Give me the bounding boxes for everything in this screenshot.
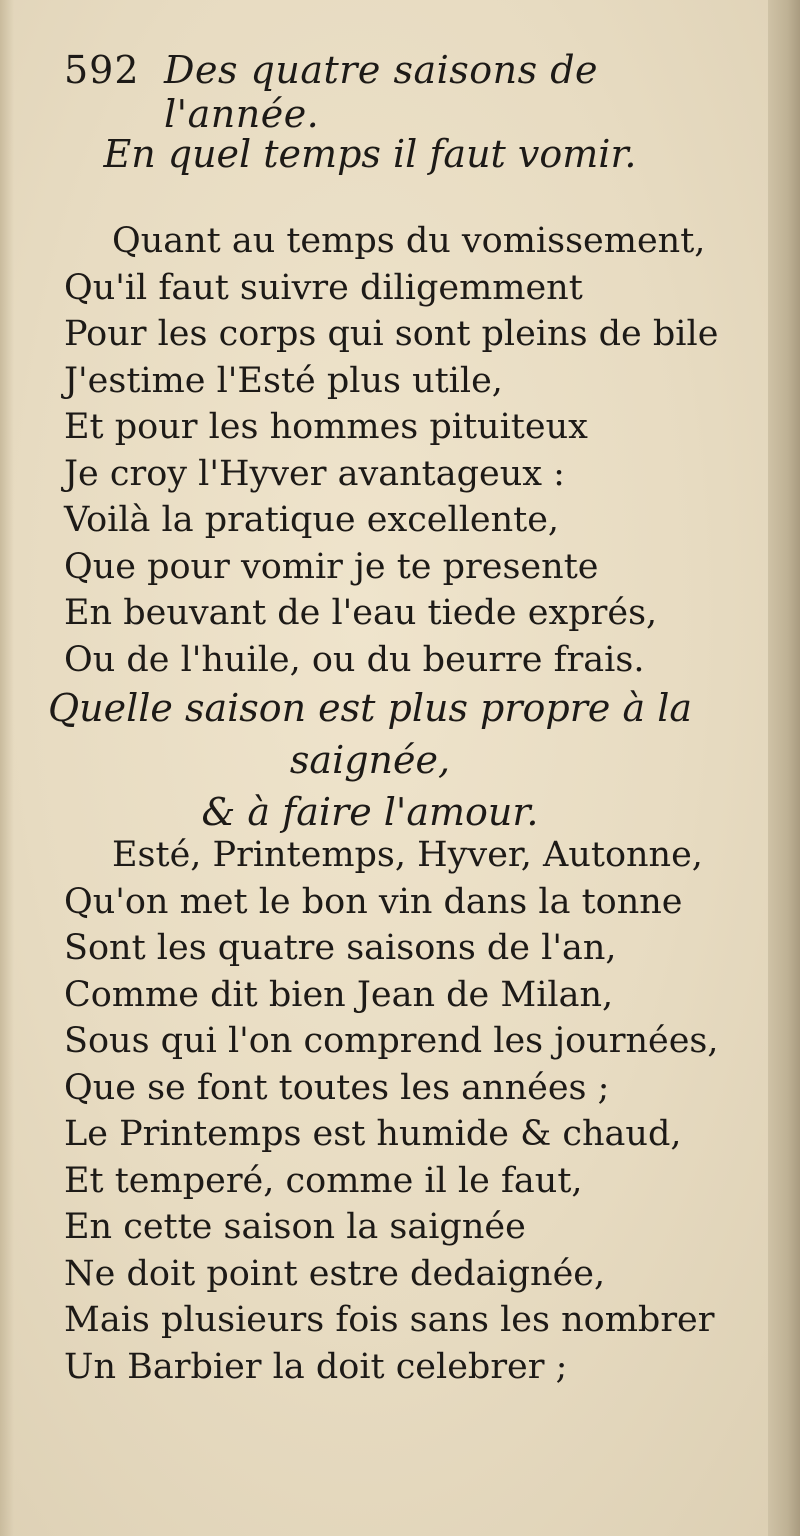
verse-line: Sont les quatre saisons de l'an, xyxy=(64,928,617,968)
running-title: Des quatre saisons de l'année. xyxy=(164,48,599,136)
verse-line: Je croy l'Hyver avantageux : xyxy=(64,453,565,494)
verse-line: Un Barbier la doit celebrer ; xyxy=(64,1346,568,1387)
verse-line: Voilà la pratique excellente, xyxy=(64,500,560,540)
verse-block-vomir xyxy=(64,218,744,683)
section-heading-line-1: Quelle saison est plus propre à la saignée, xyxy=(47,686,693,782)
verse-line: Ne doit point estre dedaignée, xyxy=(64,1253,606,1294)
verse-line: Esté, Printemps, Hyver, Autonne, xyxy=(112,835,703,875)
verse-line: Ou de l'huile, ou du beurre frais. xyxy=(64,639,645,680)
verse-line: Et temperé, comme il le faut, xyxy=(64,1160,583,1201)
section-heading-vomir: En quel temps il faut vomir. xyxy=(103,132,637,176)
verse-line: Que pour vomir je te presente xyxy=(64,546,599,587)
verse-line: Le Printemps est humide & chaud, xyxy=(64,1114,682,1154)
verse-line: J'estime l'Esté plus utile, xyxy=(64,360,503,401)
verse-line: Que se font toutes les années ; xyxy=(64,1067,610,1108)
verse-line: Comme dit bien Jean de Milan, xyxy=(64,974,614,1015)
page-number: 592 xyxy=(64,48,140,92)
verse-line: Qu'il faut suivre diligemment xyxy=(64,267,583,308)
verse-line: Sous qui l'on comprend les journées, xyxy=(64,1021,719,1061)
verse-line: Quant au temps du vomissement, xyxy=(112,221,706,261)
verse-line: En cette saison la saignée xyxy=(64,1207,526,1247)
page-edge xyxy=(768,0,800,1536)
running-head xyxy=(64,48,754,136)
verse-block-saignee xyxy=(64,832,744,1390)
verse-line: En beuvant de l'eau tiede exprés, xyxy=(64,593,658,633)
verse-line: Qu'on met le bon vin dans la tonne xyxy=(64,881,683,922)
section-heading-line-2: & à faire l'amour. xyxy=(201,790,539,834)
section-heading-saignee xyxy=(0,682,740,838)
verse-line: Pour les corps qui sont pleins de bile xyxy=(64,314,719,354)
verse-line: Mais plusieurs fois sans les nombrer xyxy=(64,1300,715,1340)
verse-line: Et pour les hommes pituiteux xyxy=(64,407,588,447)
